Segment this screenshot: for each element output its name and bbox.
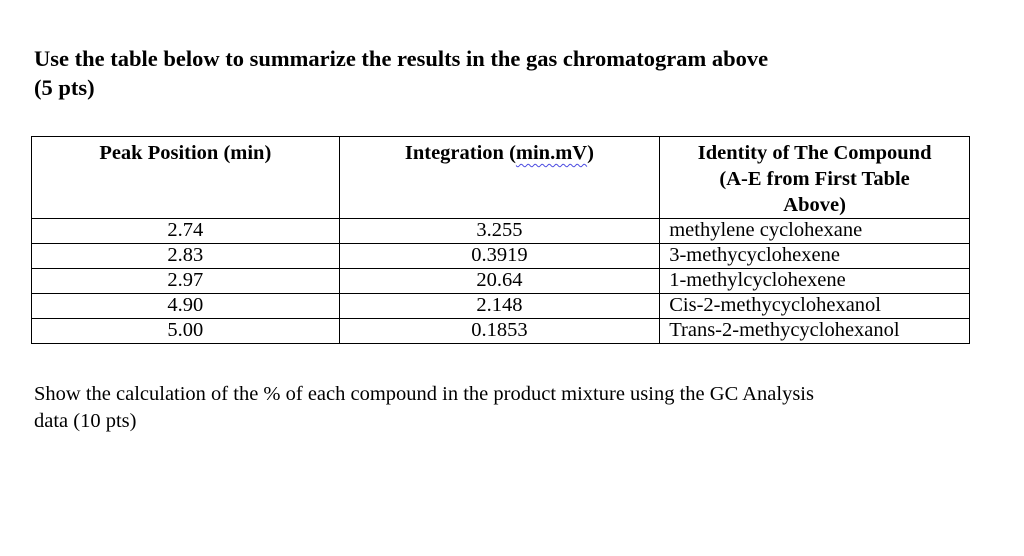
question-heading — [34, 44, 974, 102]
header-identity — [660, 137, 970, 219]
instructions-line-1: Show the calculation of the % of each compound in the product mixture using the GC Analysis — [34, 383, 814, 405]
heading-line-2: (5 pts) — [34, 75, 95, 100]
cell-integration: 2.148 — [339, 294, 660, 319]
cell-identity: 1-methylcyclohexene — [660, 269, 970, 294]
header-identity-line-3: Above) — [783, 194, 846, 216]
cell-peak-position: 2.74 — [32, 219, 340, 244]
table-row — [32, 269, 970, 294]
table-row — [32, 244, 970, 269]
table-row — [32, 219, 970, 244]
cell-identity: 3-methycyclohexene — [660, 244, 970, 269]
cell-peak-position: 2.97 — [32, 269, 340, 294]
header-integration — [339, 137, 660, 219]
table-row — [32, 319, 970, 344]
cell-peak-position: 5.00 — [32, 319, 340, 344]
heading-line-1: Use the table below to summarize the results in the gas chromatogram above — [34, 46, 769, 71]
gc-results-table — [31, 136, 970, 344]
table-row — [32, 294, 970, 319]
cell-integration: 3.255 — [339, 219, 660, 244]
cell-identity: methylene cyclohexane — [660, 219, 970, 244]
cell-identity: Trans-2-methycyclohexanol — [660, 319, 970, 344]
instructions-line-2: data (10 pts) — [34, 410, 137, 432]
cell-identity: Cis-2-methycyclohexanol — [660, 294, 970, 319]
header-integration-units: min.mV — [515, 142, 588, 164]
calculation-instructions — [34, 381, 974, 435]
header-peak-position: Peak Position (min) — [32, 137, 340, 219]
cell-integration: 0.3919 — [339, 244, 660, 269]
cell-peak-position: 2.83 — [32, 244, 340, 269]
header-integration-suffix: ) — [587, 142, 594, 164]
cell-integration: 0.1853 — [339, 319, 660, 344]
cell-integration: 20.64 — [339, 269, 660, 294]
cell-peak-position: 4.90 — [32, 294, 340, 319]
header-identity-line-2: (A-E from First Table — [719, 168, 910, 190]
header-identity-line-1: Identity of The Compound — [697, 142, 932, 164]
table-header-row — [32, 137, 970, 219]
header-integration-prefix: Integration ( — [404, 142, 516, 164]
